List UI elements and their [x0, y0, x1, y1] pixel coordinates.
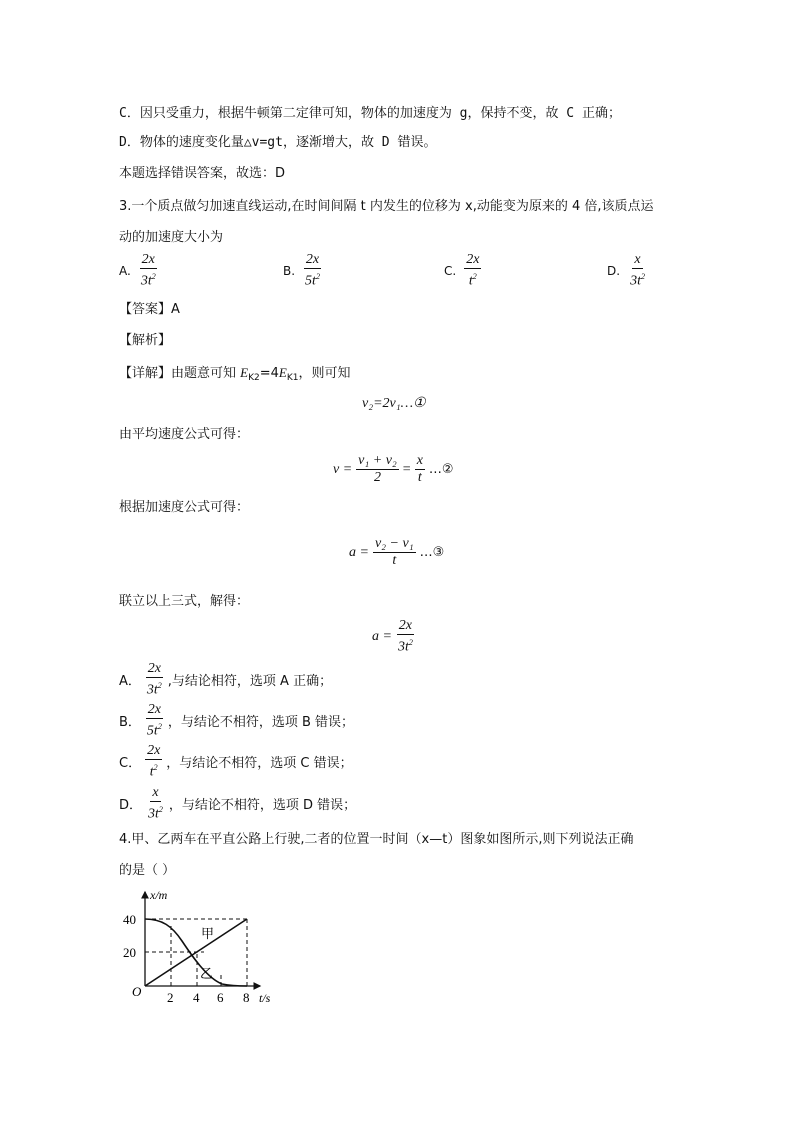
x-tick-6: 6: [217, 990, 224, 1005]
option-a[interactable]: [119, 252, 158, 290]
choice-c-analysis: C． $\frac{2x}{t^2}$ ，与结论不相符，选项 C 错误；: [119, 743, 353, 780]
combine-label: 联立以上三式，解得：: [119, 594, 250, 609]
option-letter: D.: [607, 263, 621, 278]
option-c[interactable]: [444, 252, 481, 290]
choice-b-analysis: B． $\frac{2x}{5t^2}$ ，与结论不相符，选项 B 错误；: [119, 702, 354, 739]
option-d[interactable]: [607, 252, 647, 290]
question-4-line1: 4.甲、乙两车在平直公路上行驶,二者的位置一时间（x—t）图象如图所示,则下列说法正确: [119, 832, 634, 847]
equation-3: a = $\frac{\text{v₂ − v₁}}{t}$ …③: [349, 536, 445, 568]
question-3-line2: 动的加速度大小为: [119, 230, 224, 245]
x-tick-8: 8: [243, 990, 250, 1005]
conclusion-text: 本题选择错误答案，故选：D: [119, 166, 286, 181]
label-jia: 甲: [201, 926, 215, 941]
prev-option-d: D．物体的速度变化量△v=gt，逐渐增大，故 D 错误。: [119, 135, 437, 150]
option-letter: B.: [283, 263, 296, 278]
equation-1: v₂=2v₁…①: [362, 396, 426, 411]
option-letter: A.: [119, 263, 131, 278]
option-fraction: $\frac{x}{3t^2}$: [630, 252, 645, 289]
equation-4: a = $\frac{2x}{3t^2}$: [372, 618, 413, 655]
x-axis-label: t/s: [259, 991, 271, 1005]
y-tick-20: 20: [123, 945, 136, 960]
detail-line: 【详解】由题意可知 $E_{K2}=4E_{K1}$，则可知: [119, 365, 351, 383]
question-3-line1: 3.一个质点做匀加速直线运动,在时间间隔 t 内发生的位移为 x,动能变为原来的 4 倍,该质点运: [119, 199, 654, 214]
question-4-line2: 的是（ ）: [119, 863, 176, 878]
option-fraction: $\frac{2x}{3t^2}$: [140, 252, 156, 289]
label-yi: 乙: [200, 966, 214, 981]
answer-label: 【答案】A: [119, 302, 180, 317]
choice-a-analysis: A． $\frac{2x}{3t^2}$ ,与结论相符，选项 A 正确；: [119, 661, 333, 698]
acceleration-label: 根据加速度公式可得：: [119, 500, 250, 515]
avg-velocity-label: 由平均速度公式可得：: [119, 427, 250, 442]
y-axis-label: x/m: [150, 888, 168, 902]
option-letter: C.: [444, 263, 457, 278]
analysis-label: 【解析】: [119, 333, 172, 348]
origin-label: O: [132, 984, 142, 999]
option-fraction: $\frac{2x}{5t^2}$: [305, 252, 320, 289]
choice-d-analysis: D． $\frac{x}{3t^2}$ ，与结论不相符，选项 D 错误；: [119, 785, 357, 822]
x-tick-4: 4: [193, 990, 200, 1005]
x-tick-2: 2: [167, 990, 174, 1005]
option-b[interactable]: [283, 252, 322, 290]
position-time-graph: [112, 886, 282, 1006]
y-tick-40: 40: [123, 912, 136, 927]
prev-option-c: C．因只受重力，根据牛顿第二定律可知，物体的加速度为 g，保持不变，故 C 正确；: [119, 106, 621, 121]
equation-2: v = $\frac{\text{v₁ + v₂}}{2}$ = $\frac{x}{t}$ …②: [333, 453, 454, 485]
option-fraction: $\frac{2x}{t^2}$: [466, 252, 480, 289]
